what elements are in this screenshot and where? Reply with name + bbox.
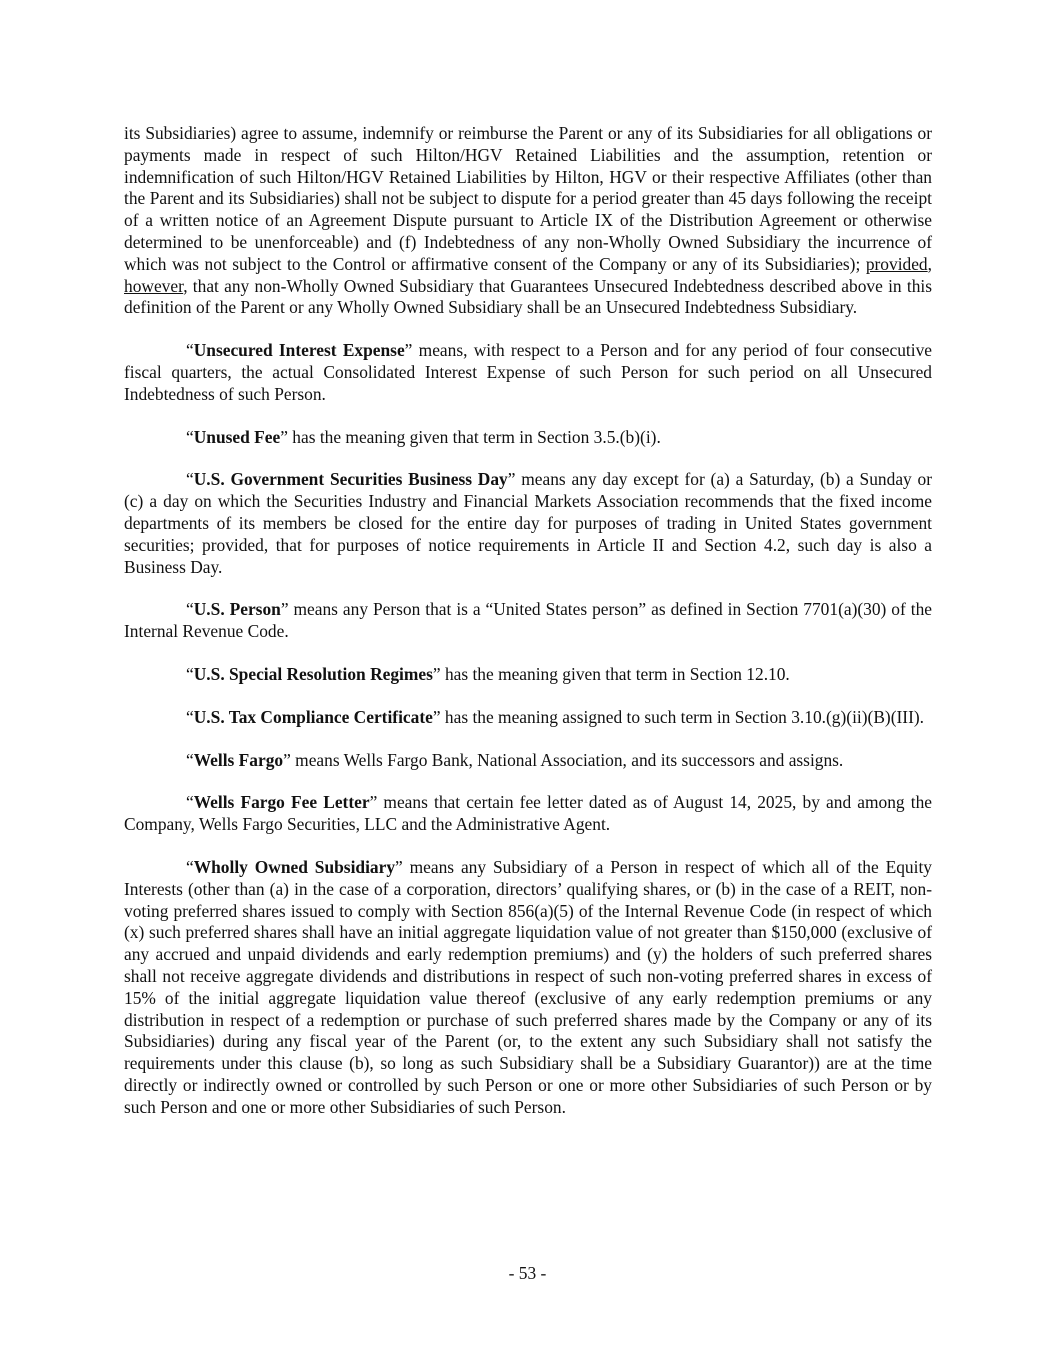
close-quote: ” xyxy=(395,856,403,877)
page-number: - 53 - xyxy=(508,1263,547,1283)
definition-body: means any Subsidiary of a Person in respect of which all of the Equity Interests (other than (a) in the case of a corporation, directors’ qualifying shares, or (b) in the case of a REIT, non-voting preferred shares issued to comply with Section 856(a)(5) of the Internal Revenue Code (in respect of which (x) such preferred shares shall have an initial aggregate liquidation value of not greater than $150,000 (exclusive of any accrued and unpaid dividends and early redemption premiums) and (y) the holders of such preferred shares shall not receive aggregate dividends and distributions in respect of such non-voting preferred shares in excess of 15% of the initial aggregate liquidation value thereof (exclusive of any early redemption premiums or any distribution in respect of a redemption or purchase of such preferred shares made by the Company or any of its Subsidiaries) during any fiscal year of the Parent (or, to the extent any such Subsidiary shall not satisfy the requirements under this clause (b), so long as such Subsidiary shall be a Subsidiary Guarantor)) are at the time directly or indirectly owned or controlled by such Person or one or more other Subsidiaries of such Person or by such Person and one or more other Subsidiaries of such Person. xyxy=(124,856,932,1117)
close-quote: ” xyxy=(432,706,441,727)
definition-term: Wells Fargo xyxy=(193,749,284,770)
definition-wells-fargo-fee-letter xyxy=(124,792,932,836)
close-quote: ” xyxy=(369,792,378,813)
open-quote: “ xyxy=(186,792,194,813)
definition-unsecured-interest-expense xyxy=(124,340,932,405)
definition-body: means Wells Fargo Bank, National Association, and its successors and assigns. xyxy=(290,749,844,770)
open-quote: “ xyxy=(186,599,194,620)
continuation-paragraph xyxy=(124,123,932,319)
open-quote: “ xyxy=(186,706,194,727)
definition-body: means, with respect to a Person and for any period of four consecutive fiscal quarters, the actual Consolidated Interest Expense of such Person for such period on all Unsecured Indebtedness of such Person. xyxy=(124,340,932,404)
open-quote: “ xyxy=(186,426,194,447)
definition-term: U.S. Tax Compliance Certificate xyxy=(193,706,433,727)
definition-us-tax-compliance-certificate xyxy=(124,707,932,729)
close-quote: ” xyxy=(432,663,441,684)
open-quote: “ xyxy=(186,856,194,877)
continuation-text-after: , that any non-Wholly Owned Subsidiary that Guarantees Unsecured Indebtedness described above in this definition of the Parent or any Wholly Owned Subsidiary shall be an Unsecured Indebtedness Subsidiary. xyxy=(124,275,932,318)
provided-underlined: provided xyxy=(865,253,928,274)
definition-us-special-resolution-regimes xyxy=(124,664,932,686)
document-page xyxy=(124,123,932,1139)
definition-us-government-securities-business-day xyxy=(124,469,932,578)
open-quote: “ xyxy=(186,749,194,770)
close-quote: ” xyxy=(280,599,289,620)
definition-us-person xyxy=(124,599,932,643)
definition-unused-fee xyxy=(124,427,932,449)
definition-body: means any Person that is a “United States person” as defined in Section 7701(a)(30) of the Internal Revenue Code. xyxy=(124,599,932,642)
definition-term: Unused Fee xyxy=(193,426,281,447)
however-underlined: however xyxy=(124,275,184,296)
open-quote: “ xyxy=(186,340,194,361)
definition-body: has the meaning given that term in Section 3.5.(b)(i). xyxy=(287,426,661,447)
definition-term: Wells Fargo Fee Letter xyxy=(193,792,370,813)
definition-term: Wholly Owned Subsidiary xyxy=(193,856,396,877)
close-quote: ” xyxy=(283,749,291,770)
continuation-separator: , xyxy=(927,253,932,274)
definition-wholly-owned-subsidiary xyxy=(124,857,932,1119)
close-quote: ” xyxy=(404,340,413,361)
definition-term: U.S. Special Resolution Regimes xyxy=(193,663,433,684)
definition-term: U.S. Government Securities Business Day xyxy=(193,469,508,490)
definition-term: Unsecured Interest Expense xyxy=(193,340,405,361)
definition-term: U.S. Person xyxy=(193,599,281,620)
open-quote: “ xyxy=(186,469,194,490)
definition-wells-fargo xyxy=(124,750,932,772)
close-quote: ” xyxy=(507,469,516,490)
open-quote: “ xyxy=(186,663,194,684)
definition-body: means any day except for (a) a Saturday, (b) a Sunday or (c) a day on which the Securities Industry and Financial Markets Association recommends that the fixed income departments of its members be closed for the entire day for purposes of trading in United States government securities; provided, that for purposes of notice requirements in Article II and Section 4.2, such day is also a Business Day. xyxy=(124,469,933,577)
continuation-text-before: its Subsidiaries) agree to assume, indemnify or reimburse the Parent or any of its Subsidiaries for all obligations or payments made in respect of such Hilton/HGV Retained Liabilities and the assumption, retention or indemnification of such Hilton/HGV Retained Liabilities by Hilton, HGV or their respective Affiliates (other than the Parent and its Subsidiaries) shall not be subject to dispute for a period greater than 45 days following the receipt of a written notice of an Agreement Dispute pursuant to Article IX of the Distribution Agreement or otherwise determined to be unenforceable) and (f) Indebtedness of any non-Wholly Owned Subsidiary the incurrence of which was not subject to the Control or affirmative consent of the Company or any of its Subsidiaries); xyxy=(124,123,932,274)
definition-body: has the meaning given that term in Section 12.10. xyxy=(440,663,790,684)
definition-body: has the meaning assigned to such term in Section 3.10.(g)(ii)(B)(III). xyxy=(440,706,925,727)
close-quote: ” xyxy=(280,426,288,447)
definition-body: means that certain fee letter dated as of August 14, 2025, by and among the Company, Wells Fargo Securities, LLC and the Administrative Agent. xyxy=(124,792,932,835)
